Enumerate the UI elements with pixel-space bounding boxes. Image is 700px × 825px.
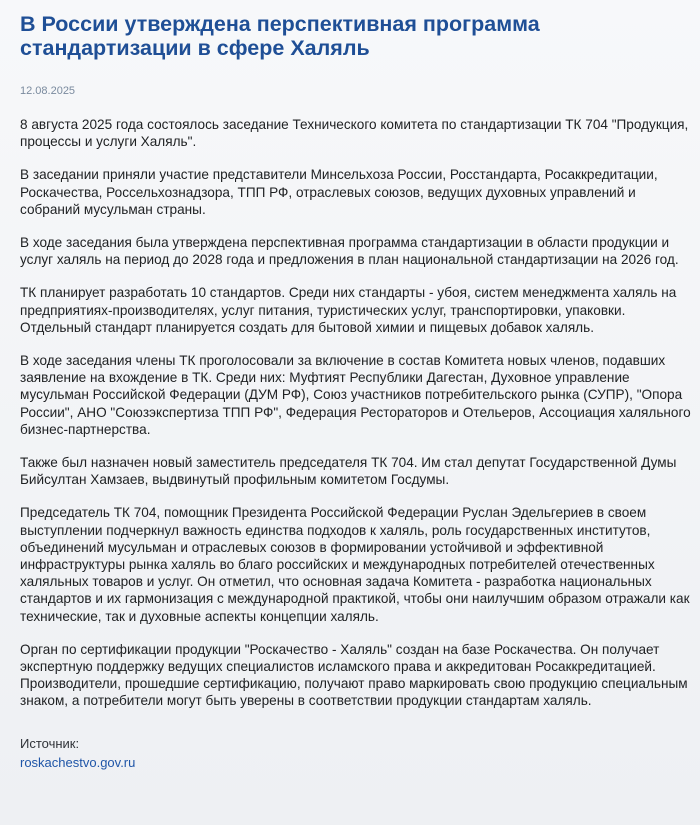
paragraph: ТК планирует разработать 10 стандартов. Среди них стандарты - убоя, систем менеджмента халяль на предприятиях-производителях, услуг питания, туристических услуг, транспортировки, упаковки. Отдельный стандарт планируется создать для бытовой химии и пищевых добавок халяль. xyxy=(20,285,677,335)
article-title: В России утверждена перспективная программа стандартизации в сфере Халяль xyxy=(20,12,540,60)
paragraph: Орган по сертификации продукции "Роскачество - Халяль" создан на базе Роскачества. Он получает экспертную поддержку ведущих специалистов исламского права и аккредитован Росаккредитацией. Производители, прошедшие сертификацию, получают право маркировать свою продукцию специальным знаком, а потребители могут быть уверены в соответствии продукции стандартам халяль. xyxy=(20,641,688,709)
paragraph: В ходе заседания члены ТК проголосовали за включение в состав Комитета новых членов, подавших заявление на вхождение в ТК. Среди них: Муфтият Республики Дагестан, Духовное управление мусульман Российской Федерации (ДУМ РФ), Союз участников потребительского рынка (СУПР), "Опора России", АНО "Союзэкспертиза ТПП РФ", Федерация Рестораторов и Отельеров, Ассоциация халяльного бизнес-партнерства. xyxy=(20,353,691,437)
article xyxy=(20,12,692,771)
article-body xyxy=(20,116,692,710)
paragraph: Также был назначен новый заместитель председателя ТК 704. Им стал депутат Государственной Думы Бийсултан Хамзаев, выдвинутый профильным комитетом Госдумы. xyxy=(20,455,677,488)
paragraph: Председатель ТК 704, помощник Президента Российской Федерации Руслан Эдельгериев в своем выступлении подчеркнул важность единства подходов к халяль, роль государственных институтов, объединений мусульман и отраслевых союзов в формировании устойчивой и эффективной инфраструктуры рынка халяль во благо российских и международных потребителей отечественных халяльных товаров и услуг. Он отметил, что основная задача Комитета - разработка национальных стандартов и их гармонизация с международной практикой, чтобы они наилучшим образом отражали как технические, так и духовные аспекты концепции халяль. xyxy=(20,505,690,624)
source-link[interactable]: roskachestvo.gov.ru xyxy=(20,754,136,770)
source-block xyxy=(20,735,692,771)
paragraph: 8 августа 2025 года состоялось заседание Технического комитета по стандартизации ТК 704 "Продукция, процессы и услуги Халяль". xyxy=(20,117,689,150)
source-label: Источник: xyxy=(20,735,80,751)
publication-date: 12.08.2025 xyxy=(20,85,76,97)
paragraph: В ходе заседания была утверждена перспективная программа стандартизации в области продукции и услуг халяль на период до 2028 года и предложения в план национальной стандартизации на 2026 год. xyxy=(20,235,679,268)
paragraph: В заседании приняли участие представители Минсельхоза России, Росстандарта, Росаккредитации, Роскачества, Россельхознадзора, ТПП РФ, отраслевых союзов, ведущих духовных управлений и собраний мусульман страны. xyxy=(20,167,658,217)
